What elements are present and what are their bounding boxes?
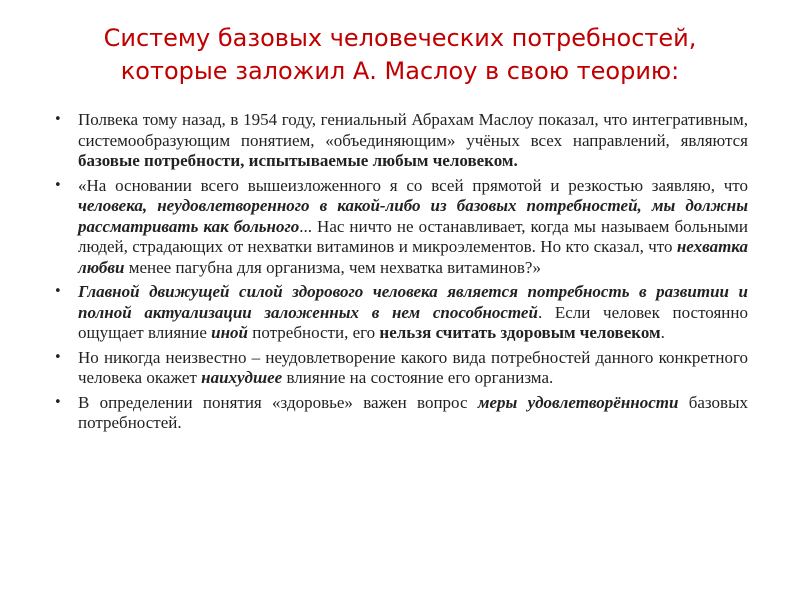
item-2-text-c: менее пагубна для организма, чем нехватка витаминов?» [124,257,541,277]
item-5-text-b: базовых потребностей. [78,392,748,432]
item-4-text-b: влияние на состояние его организма. [282,368,554,387]
item-3-text-a: . Если человек постоянно ощущает влияние [78,302,748,342]
item-1-emphasis: базовые потребности, испытываемые любым человеком. [78,151,518,170]
item-2-text-b: ... Нас ничто не останавливает, когда мы называем больными людей, страдающих от нехватки витаминов и микроэлементов. Но кто сказал, что [78,216,748,256]
slide-title-line-2: которые заложил А. Маслоу в свою теорию: [120,57,680,85]
bullet-icon: • [54,284,62,299]
item-1-text: Полвека тому назад, в 1954 году, гениальный Абрахам Маслоу показал, что интегративным, системообразующим понятием, «объединяющим» учёных всех направлений, являются [78,110,748,150]
bullet-icon: • [54,349,62,365]
list-item [54,348,748,389]
bullet-icon: • [54,394,62,410]
item-2-emphasis-a: человека, неудовлетворенного в какой-либо из базовых потребностей, мы должны рассматривать как больного [78,196,748,236]
bullet-icon: • [54,112,62,127]
item-5-emphasis: меры удовлетворённости [477,392,679,412]
item-3-text-c: . [660,323,665,342]
item-3-emphasis-b: иной [211,323,249,342]
item-4-text-a: Но никогда неизвестно – неудовлетворение какого вида потребностей данного конкретного человека окажет [78,347,748,387]
list-item [54,110,748,172]
slide-title [40,22,760,88]
bullet-list [54,110,748,438]
item-5-text-a: В определении понятия «здоровье» важен вопрос [78,392,478,412]
slide-title-line-1: Систему базовых человеческих потребностей, [103,24,697,52]
list-item [54,393,748,434]
item-3-emphasis-a: Главной движущей силой здорового человека является потребность в развитии и полной актуализации заложенных в нем способностей [78,282,748,322]
list-item [54,176,748,279]
item-2-emphasis-b: нехватка любви [78,237,748,277]
item-4-emphasis: наихудшее [201,368,283,387]
item-2-text-a: «На основании всего вышеизложенного я со всей прямотой и резкостью заявляю, что [78,175,748,195]
item-3-text-b: потребности, его [248,323,380,342]
bullet-icon: • [54,177,62,193]
item-3-emphasis-c: нельзя считать здоровым человеком [379,323,661,342]
list-item [54,282,748,344]
